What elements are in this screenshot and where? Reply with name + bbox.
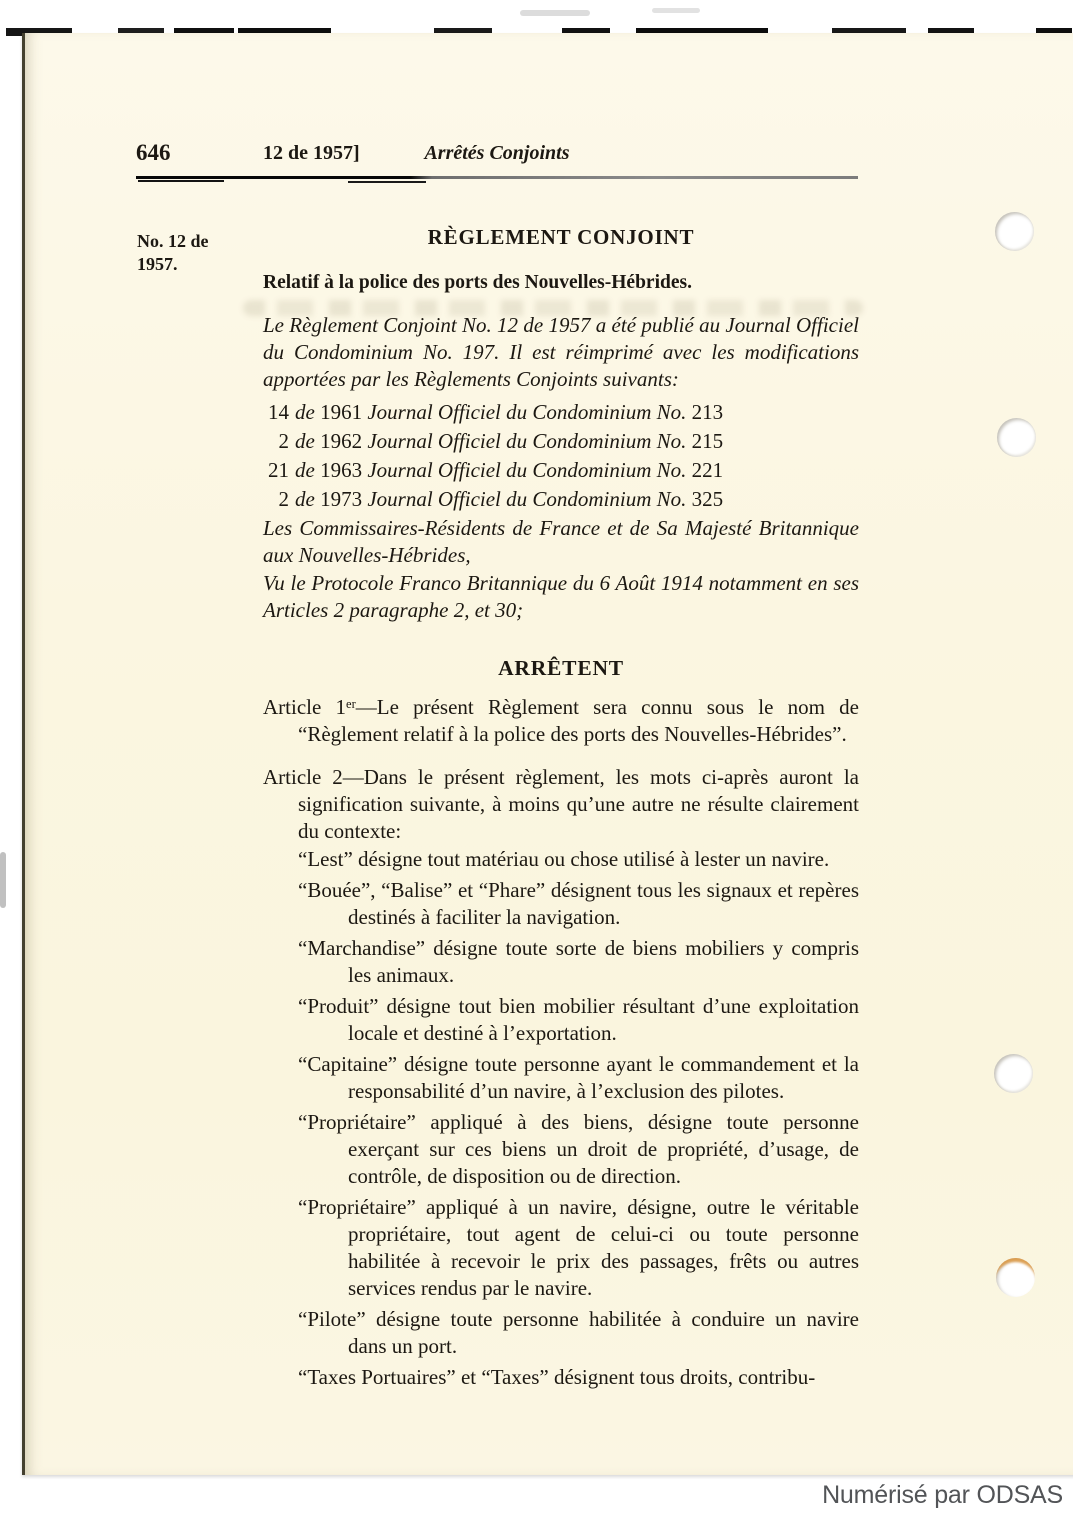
amendment-year: 1962 <box>320 429 363 453</box>
definition-bouee-balise-phare: “Bouée”, “Balise” et “Phare” désignent tous les signaux et repères destinés à faciliter la navigation. <box>298 878 859 929</box>
amendment-ref: 325 <box>691 487 724 511</box>
article-1-text: —Le présent Règlement sera connu sous le nom de “Règlement relatif à la police des ports des Nouvelles-Hébrides”. <box>298 695 860 746</box>
amendment-year: 1961 <box>320 400 363 424</box>
amendment-journal: Journal Officiel du Condominium No. <box>367 400 687 424</box>
article-1-lead: Article 1 <box>263 695 347 719</box>
definition-proprietaire-navire: “Propriétaire” appliqué à un navire, désigne, outre le véritable propriétaire, tout agent de celui-ci ou toute personne habilitée à recevoir le prix des passages, frêts ou autres services rendus par le navire. <box>298 1195 859 1300</box>
article-1 <box>263 694 859 748</box>
header-rule <box>136 176 858 179</box>
margin-note <box>137 230 209 276</box>
scan-speck <box>520 10 590 16</box>
document-page <box>22 33 1073 1475</box>
punch-hole <box>995 212 1034 251</box>
amendment-row <box>263 456 859 485</box>
definition-capitaine: “Capitaine” désigne toute personne ayant le commandement et la responsabilité d’un navire, à l’exclusion des pilotes. <box>298 1052 859 1103</box>
amendment-ref: 215 <box>691 429 724 453</box>
amendment-de: de <box>295 400 315 424</box>
issue-reference: 12 de 1957] <box>263 142 360 164</box>
regulation-subtitle: Relatif à la police des ports des Nouvelles-Hébrides. <box>263 272 692 293</box>
article-2: Article 2—Dans le présent règlement, les mots ci-après auront la signification suivante, à moins qu’une autre ne résulte clairement du contexte: <box>263 765 859 843</box>
scan-edge-mark <box>0 852 6 908</box>
preamble-authorities: Les Commissaires-Résidents de France et de Sa Majesté Britannique aux Nouvelles-Hébrides, <box>263 516 859 567</box>
amendment-row <box>263 485 859 514</box>
margin-note-line2: 1957. <box>137 254 178 274</box>
amendment-ref: 213 <box>691 400 724 424</box>
definition-taxes-portuaires: “Taxes Portuaires” et “Taxes” désignent tous droits, contribu- <box>298 1365 816 1389</box>
amendment-number: 2 <box>278 487 289 511</box>
document-body <box>263 224 859 1391</box>
margin-note-line1: No. 12 de <box>137 231 209 251</box>
amendment-row <box>263 427 859 456</box>
amendment-de: de <box>295 458 315 482</box>
regulation-title: RÈGLEMENT CONJOINT <box>427 225 695 249</box>
definition-produit: “Produit” désigne tout bien mobilier résultant d’une exploitation locale et destiné à l’exportation. <box>298 994 859 1045</box>
amendment-list <box>263 398 859 514</box>
punch-hole <box>997 418 1036 457</box>
amendment-journal: Journal Officiel du Condominium No. <box>367 458 687 482</box>
amendment-year: 1973 <box>320 487 363 511</box>
amendment-journal: Journal Officiel du Condominium No. <box>367 487 687 511</box>
article-1-ordinal-sup: er <box>346 697 356 711</box>
amendment-number: 21 <box>268 458 289 482</box>
punch-hole <box>994 1054 1033 1093</box>
amendment-number: 2 <box>278 429 289 453</box>
amendment-ref: 221 <box>691 458 724 482</box>
page-number: 646 <box>136 140 171 165</box>
definition-marchandise: “Marchandise” désigne toute sorte de biens mobiliers y compris les animaux. <box>298 936 859 987</box>
reprint-note: Le Règlement Conjoint No. 12 de 1957 a été publié au Journal Officiel du Condominium No. 197. Il est réimprimé avec les modifications apportées par les Règlements Conjoints suivants: <box>263 313 859 391</box>
scan-speck <box>652 8 700 13</box>
amendment-de: de <box>295 487 315 511</box>
amendment-journal: Journal Officiel du Condominium No. <box>367 429 687 453</box>
preamble-citation: Vu le Protocole Franco Britannique du 6 Août 1914 notamment en ses Articles 2 paragraphe 2, et 30; <box>263 571 859 622</box>
odsas-watermark: Numérisé par ODSAS <box>822 1481 1063 1509</box>
amendment-number: 14 <box>268 400 289 424</box>
running-title: Arrêtés Conjoints <box>424 142 570 164</box>
punch-hole <box>996 1258 1035 1297</box>
enactment-heading: ARRÊTENT <box>498 656 624 680</box>
definition-pilote: “Pilote” désigne toute personne habilitée à conduire un navire dans un port. <box>298 1307 859 1358</box>
amendment-de: de <box>295 429 315 453</box>
definition-lest: “Lest” désigne tout matériau ou chose utilisé à lester un navire. <box>298 847 830 871</box>
amendment-year: 1963 <box>320 458 363 482</box>
definition-proprietaire-biens: “Propriétaire” appliqué à des biens, désigne toute personne exerçant sur ces biens un droit de propriété, d’usage, de contrôle, de disposition ou de direction. <box>298 1110 859 1188</box>
amendment-row <box>263 398 859 427</box>
